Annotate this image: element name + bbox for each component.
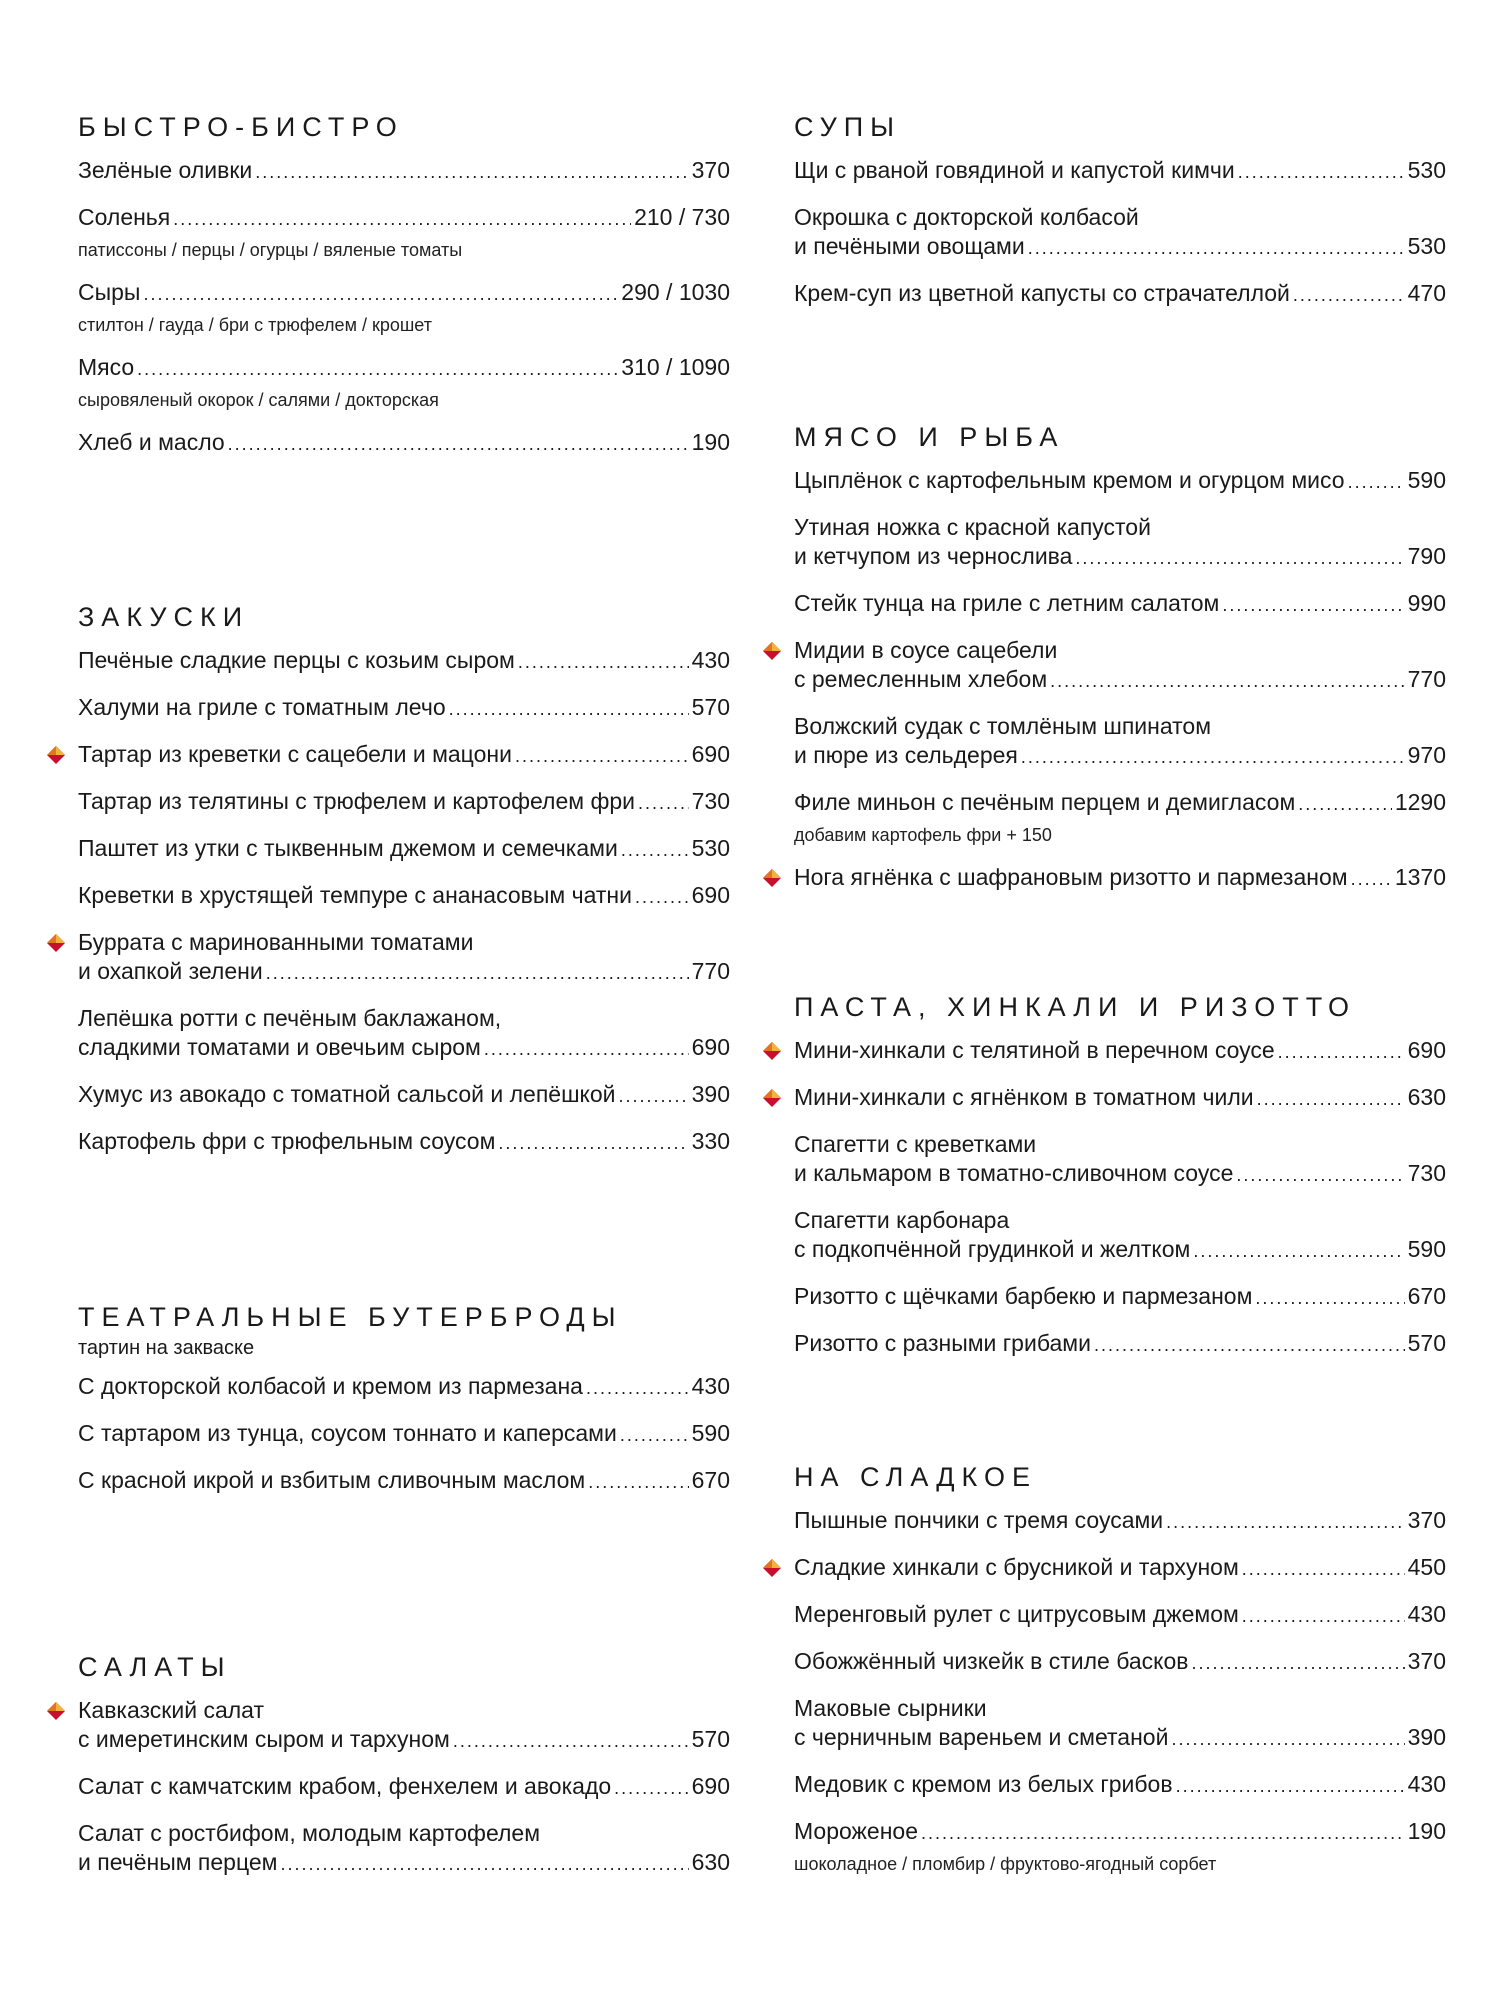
item-price: 690 <box>691 1773 730 1799</box>
item-row <box>78 1033 730 1064</box>
item-row <box>78 353 730 384</box>
dot-leader <box>484 1033 689 1064</box>
item-name-line1: Спагетти с креветками <box>794 1131 1037 1157</box>
item-row <box>794 1506 1446 1537</box>
menu-section <box>78 1300 730 1513</box>
item-name: Мясо <box>78 354 135 380</box>
item-description: патиссоны / перцы / огурцы / вяленые томаты <box>78 240 463 260</box>
dot-leader <box>1050 665 1404 696</box>
item-price: 690 <box>691 1034 730 1060</box>
item-row <box>78 1080 730 1111</box>
item-price: 470 <box>1407 280 1446 306</box>
diamond-marker-icon <box>46 1701 66 1721</box>
item-row <box>794 1600 1446 1631</box>
dot-leader <box>515 740 689 771</box>
dot-leader <box>614 1772 688 1803</box>
menu-section <box>794 990 1446 1376</box>
item-row <box>794 1817 1446 1848</box>
item-price: 570 <box>691 1726 730 1752</box>
menu-item <box>78 428 730 459</box>
item-price: 970 <box>1407 742 1446 768</box>
section-title: ПАСТА, ХИНКАЛИ И РИЗОТТО <box>794 992 1357 1022</box>
item-name: Крем-суп из цветной капусты со страчателлой <box>794 280 1290 306</box>
item-row <box>78 1848 730 1879</box>
menu-item <box>78 1696 730 1756</box>
item-name: Ризотто с щёчками барбекю и пармезаном <box>794 1283 1253 1309</box>
item-name: Печёные сладкие перцы с козьим сыром <box>78 647 515 673</box>
item-price: 530 <box>1407 233 1446 259</box>
dot-leader <box>588 1466 688 1497</box>
section-subtitle: тартин на закваске <box>78 1337 255 1359</box>
item-name-line1: Утиная ножка с красной капустой <box>794 514 1151 540</box>
item-price: 730 <box>691 788 730 814</box>
menu-item <box>794 1036 1446 1067</box>
diamond-marker-icon <box>762 1088 782 1108</box>
item-row <box>78 1725 730 1756</box>
item-name: Халуми на гриле с томатным лечо <box>78 694 446 720</box>
item-name: Нога ягнёнка с шафрановым ризотто и пармезаном <box>794 864 1348 890</box>
item-name: Сыры <box>78 279 141 305</box>
menu-item <box>78 156 730 187</box>
item-row <box>794 279 1446 310</box>
dot-leader <box>620 1419 689 1450</box>
dot-leader <box>1171 1723 1404 1754</box>
item-name-line1: Окрошка с докторской колбасой <box>794 204 1139 230</box>
section-title: НА СЛАДКОЕ <box>794 1462 1037 1492</box>
item-row <box>794 1282 1446 1313</box>
dot-leader <box>586 1372 689 1403</box>
item-price: 590 <box>691 1420 730 1446</box>
dot-leader <box>281 1848 689 1879</box>
menu-items-list <box>78 646 730 1158</box>
dot-leader <box>1255 1282 1404 1313</box>
section-title: ЗАКУСКИ <box>78 602 250 632</box>
item-row <box>794 863 1446 894</box>
menu-section <box>794 1460 1446 1892</box>
diamond-marker-icon <box>762 1041 782 1061</box>
item-row <box>794 542 1446 573</box>
item-price: 690 <box>691 741 730 767</box>
menu-item <box>78 278 730 337</box>
item-price: 690 <box>1407 1037 1446 1063</box>
item-description: добавим картофель фри + 150 <box>794 825 1052 845</box>
dot-leader <box>621 834 689 865</box>
item-price: 690 <box>691 882 730 908</box>
item-row <box>78 834 730 865</box>
diamond-marker-icon <box>762 868 782 888</box>
item-price: 430 <box>1407 1601 1446 1627</box>
menu-item <box>78 740 730 771</box>
item-row <box>794 589 1446 620</box>
dot-leader <box>618 1080 688 1111</box>
item-name: Паштет из утки с тыквенным джемом и семечками <box>78 835 618 861</box>
item-name-line1: Маковые сырники <box>794 1695 987 1721</box>
item-row <box>78 1419 730 1450</box>
item-name: и пюре из сельдерея <box>794 742 1018 768</box>
item-description: стилтон / гауда / бри с трюфелем / крошет <box>78 315 432 335</box>
item-name: Медовик с кремом из белых грибов <box>794 1771 1173 1797</box>
item-row <box>794 1770 1446 1801</box>
item-price: 570 <box>691 694 730 720</box>
menu-item <box>794 788 1446 847</box>
dot-leader <box>1293 279 1405 310</box>
item-name: Салат с камчатским крабом, фенхелем и авокадо <box>78 1773 612 1799</box>
item-name: Сладкие хинкали с брусникой и тархуном <box>794 1554 1239 1580</box>
dot-leader <box>1242 1553 1405 1584</box>
item-name: и кетчупом из чернослива <box>794 543 1073 569</box>
item-row <box>794 741 1446 772</box>
menu-item <box>794 1600 1446 1631</box>
item-name: С докторской колбасой и кремом из пармезана <box>78 1373 583 1399</box>
dot-leader <box>498 1127 688 1158</box>
item-price: 590 <box>1407 467 1446 493</box>
menu-item <box>794 1329 1446 1360</box>
item-name: Меренговый рулет с цитрусовым джемом <box>794 1601 1239 1627</box>
dot-leader <box>1191 1647 1404 1678</box>
menu-item <box>794 1130 1446 1190</box>
menu-items-list <box>78 1696 730 1879</box>
item-price: 370 <box>1407 1507 1446 1533</box>
menu-item <box>78 1080 730 1111</box>
dot-leader <box>1278 1036 1405 1067</box>
menu-item <box>794 1553 1446 1584</box>
menu-item <box>794 1694 1446 1754</box>
item-name-line1: Лепёшка ротти с печёным баклажаном, <box>78 1005 502 1031</box>
dot-leader <box>1242 1600 1405 1631</box>
item-row <box>794 1553 1446 1584</box>
item-name: с подкопчённой грудинкой и желтком <box>794 1236 1191 1262</box>
menu-section <box>78 1650 730 1895</box>
item-row <box>78 881 730 912</box>
item-name: и кальмаром в томатно-сливочном соусе <box>794 1160 1234 1186</box>
item-name: сладкими томатами и овечьим сыром <box>78 1034 481 1060</box>
menu-items-list <box>794 466 1446 894</box>
section-title: САЛАТЫ <box>78 1652 232 1682</box>
item-row <box>794 788 1446 819</box>
menu-items-list <box>794 1036 1446 1360</box>
item-name: и печёными овощами <box>794 233 1025 259</box>
menu-item <box>794 589 1446 620</box>
dot-leader <box>1348 466 1405 497</box>
item-row <box>794 232 1446 263</box>
item-price: 210 / 730 <box>634 204 730 230</box>
dot-leader <box>1021 741 1405 772</box>
item-name: Мини-хинкали с телятиной в перечном соусе <box>794 1037 1275 1063</box>
dot-leader <box>266 957 689 988</box>
item-description: шоколадное / пломбир / фруктово-ягодный сорбет <box>794 1854 1217 1874</box>
dot-leader <box>518 646 689 677</box>
item-name: с черничным вареньем и сметаной <box>794 1724 1169 1750</box>
item-name: Тартар из телятины с трюфелем и картофелем фри <box>78 788 636 814</box>
dot-leader <box>1166 1506 1404 1537</box>
item-price: 1290 <box>1394 789 1446 815</box>
menu-item <box>78 1819 730 1879</box>
item-price: 390 <box>691 1081 730 1107</box>
menu-item <box>78 1004 730 1064</box>
item-name: Картофель фри с трюфельным соусом <box>78 1128 496 1154</box>
dot-leader <box>1351 863 1392 894</box>
item-row <box>794 1159 1446 1190</box>
item-price: 770 <box>691 958 730 984</box>
dot-leader <box>1094 1329 1405 1360</box>
item-name: Хлеб и масло <box>78 429 225 455</box>
dot-leader <box>1236 1159 1404 1190</box>
item-name-line1: Мидии в соусе сацебели <box>794 637 1058 663</box>
item-name: Зелёные оливки <box>78 157 253 183</box>
dot-leader <box>1075 542 1404 573</box>
dot-leader <box>1193 1235 1404 1266</box>
menu-item <box>794 712 1446 772</box>
menu-item <box>78 1419 730 1450</box>
item-price: 790 <box>1407 543 1446 569</box>
item-name-line1: Волжский судак с томлёным шпинатом <box>794 713 1212 739</box>
dot-leader <box>1257 1083 1405 1114</box>
menu-item <box>78 353 730 412</box>
item-name: С красной икрой и взбитым сливочным маслом <box>78 1467 586 1493</box>
item-name-line1: Буррата с маринованными томатами <box>78 929 474 955</box>
item-name: Хумус из авокадо с томатной сальсой и лепёшкой <box>78 1081 616 1107</box>
item-name: и охапкой зелени <box>78 958 263 984</box>
menu-item <box>78 203 730 262</box>
section-title: СУПЫ <box>794 112 902 142</box>
dot-leader <box>1298 788 1392 819</box>
item-price: 990 <box>1407 590 1446 616</box>
menu-item <box>794 279 1446 310</box>
item-price: 670 <box>691 1467 730 1493</box>
item-price: 290 / 1030 <box>621 279 730 305</box>
item-row <box>794 466 1446 497</box>
item-price: 430 <box>691 1373 730 1399</box>
menu-item <box>794 1282 1446 1313</box>
section-title: ТЕАТРАЛЬНЫЕ БУТЕРБРОДЫ <box>78 1302 623 1332</box>
menu-item <box>78 787 730 818</box>
item-price: 730 <box>1407 1160 1446 1186</box>
item-row <box>78 1466 730 1497</box>
item-name: и печёным перцем <box>78 1849 278 1875</box>
menu-item <box>794 1083 1446 1114</box>
item-price: 570 <box>1407 1330 1446 1356</box>
menu-item <box>78 881 730 912</box>
item-price: 190 <box>691 429 730 455</box>
item-name: Щи с рваной говядиной и капустой кимчи <box>794 157 1235 183</box>
item-price: 310 / 1090 <box>621 354 730 380</box>
item-row <box>794 1083 1446 1114</box>
item-row <box>78 957 730 988</box>
section-title: МЯСО И РЫБА <box>794 422 1065 452</box>
dot-leader <box>1238 156 1405 187</box>
dot-leader <box>137 353 618 384</box>
item-price: 530 <box>691 835 730 861</box>
menu-item <box>794 1206 1446 1266</box>
item-name-line1: Кавказский салат <box>78 1697 264 1723</box>
item-row <box>78 278 730 309</box>
item-price: 630 <box>1407 1084 1446 1110</box>
item-row <box>78 1127 730 1158</box>
item-price: 430 <box>1407 1771 1446 1797</box>
item-row <box>78 1772 730 1803</box>
item-row <box>794 1329 1446 1360</box>
item-row <box>794 665 1446 696</box>
item-name: Стейк тунца на гриле с летним салатом <box>794 590 1220 616</box>
menu-items-list <box>794 1506 1446 1876</box>
item-name: Мини-хинкали с ягнёнком в томатном чили <box>794 1084 1254 1110</box>
item-price: 430 <box>691 647 730 673</box>
item-price: 670 <box>1407 1283 1446 1309</box>
menu-section <box>78 110 730 475</box>
menu-section <box>794 110 1446 326</box>
item-name: Цыплёнок с картофельным кремом и огурцом мисо <box>794 467 1345 493</box>
dot-leader <box>143 278 618 309</box>
dot-leader <box>228 428 689 459</box>
dot-leader <box>635 881 689 912</box>
dot-leader <box>1222 589 1404 620</box>
item-price: 450 <box>1407 1554 1446 1580</box>
menu-item <box>78 646 730 677</box>
menu-item <box>794 636 1446 696</box>
menu-section <box>794 420 1446 910</box>
dot-leader <box>1176 1770 1405 1801</box>
item-name: Филе миньон с печёным перцем и демигласом <box>794 789 1296 815</box>
item-price: 770 <box>1407 666 1446 692</box>
item-name: Обожжённый чизкейк в стиле басков <box>794 1648 1189 1674</box>
item-price: 390 <box>1407 1724 1446 1750</box>
item-price: 1370 <box>1394 864 1446 890</box>
item-name: с ремесленным хлебом <box>794 666 1048 692</box>
item-row <box>794 1036 1446 1067</box>
item-price: 190 <box>1407 1818 1446 1844</box>
menu-item <box>78 1772 730 1803</box>
menu-item <box>794 513 1446 573</box>
menu-items-list <box>78 1372 730 1497</box>
menu-item <box>78 1466 730 1497</box>
menu-item <box>78 693 730 724</box>
item-row <box>78 740 730 771</box>
item-description: сыровяленый окорок / салями / докторская <box>78 390 439 410</box>
menu-item <box>794 1647 1446 1678</box>
menu-item <box>78 928 730 988</box>
diamond-marker-icon <box>762 1558 782 1578</box>
menu-item <box>794 156 1446 187</box>
menu-item <box>794 1506 1446 1537</box>
dot-leader <box>449 693 689 724</box>
item-row <box>794 1723 1446 1754</box>
dot-leader <box>921 1817 1405 1848</box>
item-price: 330 <box>691 1128 730 1154</box>
item-name-line1: Салат с ростбифом, молодым картофелем <box>78 1820 541 1846</box>
item-price: 630 <box>691 1849 730 1875</box>
item-row <box>794 1647 1446 1678</box>
dot-leader <box>1028 232 1405 263</box>
menu-item <box>794 1817 1446 1876</box>
item-price: 590 <box>1407 1236 1446 1262</box>
item-name: Соленья <box>78 204 171 230</box>
menu-item <box>78 834 730 865</box>
item-price: 370 <box>691 157 730 183</box>
dot-leader <box>638 787 689 818</box>
item-row <box>78 428 730 459</box>
menu-item <box>78 1372 730 1403</box>
item-name: Мороженое <box>794 1818 918 1844</box>
item-price: 370 <box>1407 1648 1446 1674</box>
menu-items-list <box>78 156 730 459</box>
diamond-marker-icon <box>46 745 66 765</box>
menu-items-list <box>794 156 1446 310</box>
dot-leader <box>255 156 688 187</box>
menu-item <box>794 1770 1446 1801</box>
item-row <box>78 203 730 234</box>
item-row <box>78 693 730 724</box>
menu-section <box>78 600 730 1174</box>
item-name: Креветки в хрустящей темпуре с ананасовым чатни <box>78 882 632 908</box>
menu-item <box>794 203 1446 263</box>
item-name: с имеретинским сыром и тархуном <box>78 1726 450 1752</box>
dot-leader <box>173 203 631 234</box>
diamond-marker-icon <box>762 641 782 661</box>
diamond-marker-icon <box>46 933 66 953</box>
menu-item <box>794 466 1446 497</box>
item-price: 530 <box>1407 157 1446 183</box>
item-row <box>794 156 1446 187</box>
item-name: Пышные пончики с тремя соусами <box>794 1507 1164 1533</box>
item-row <box>794 1235 1446 1266</box>
item-row <box>78 1372 730 1403</box>
item-name: Тартар из креветки с сацебели и мацони <box>78 741 512 767</box>
item-name: Ризотто с разными грибами <box>794 1330 1091 1356</box>
item-row <box>78 156 730 187</box>
item-row <box>78 646 730 677</box>
item-name: С тартаром из тунца, соусом тоннато и каперсами <box>78 1420 617 1446</box>
item-row <box>78 787 730 818</box>
item-name-line1: Спагетти карбонара <box>794 1207 1010 1233</box>
dot-leader <box>453 1725 689 1756</box>
menu-item <box>794 863 1446 894</box>
menu-item <box>78 1127 730 1158</box>
section-title: БЫСТРО-БИСТРО <box>78 112 404 142</box>
